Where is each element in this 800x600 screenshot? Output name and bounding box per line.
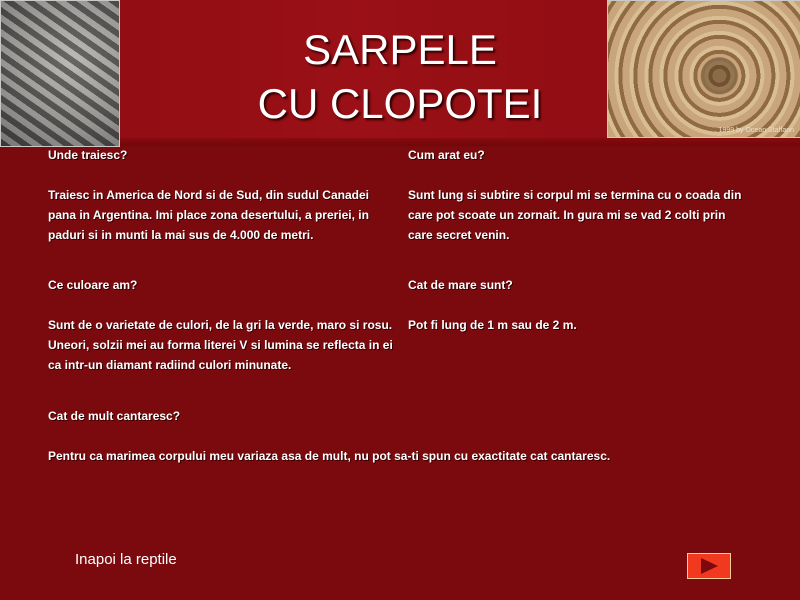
section-question: Ce culoare am? [48,278,138,292]
next-button[interactable] [687,553,731,579]
page-title-line1: SARPELE [303,26,497,73]
section-question: Unde traiesc? [48,148,128,162]
section-answer: Sunt lung si subtire si corpul mi se termina cu o coada din care pot scoate un zornait. In gura mi se vad 2 colti prin care secret venin. [408,188,742,242]
section-question: Cat de mare sunt? [408,278,513,292]
snake-photo-right [607,0,800,138]
section-weight [48,406,768,466]
section-answer: Sunt de o varietate de culori, de la gri la verde, maro si rosu. Uneori, solzii mei au forma literei V si lumina se reflecta in ei ca intr-un diamant radiind culori minunate. [48,318,393,372]
section-question: Cat de mult cantaresc? [48,409,181,423]
section-answer: Traiesc in America de Nord si de Sud, din sudul Canadei pana in Argentina. Imi place zona desertului, a preriei, in paduri si in munti la mai sus de 4.000 de metri. [48,188,369,242]
play-arrow-icon [701,558,718,574]
page-title-line2: CU CLOPOTEI [257,80,543,127]
section-size [408,275,753,335]
snake-photo-left [0,0,120,147]
back-to-reptiles-link[interactable]: Inapoi la reptile [75,551,177,568]
section-color [48,275,398,375]
section-where-live [48,145,398,245]
section-appearance [408,145,753,245]
photo-credit: 1999 by Ocean Staffann [718,127,794,134]
section-answer: Pentru ca marimea corpului meu variaza asa de mult, nu pot sa-ti spun cu exactitate cat cantaresc. [48,449,611,463]
section-answer: Pot fi lung de 1 m sau de 2 m. [408,318,577,332]
section-question: Cum arat eu? [408,148,485,162]
